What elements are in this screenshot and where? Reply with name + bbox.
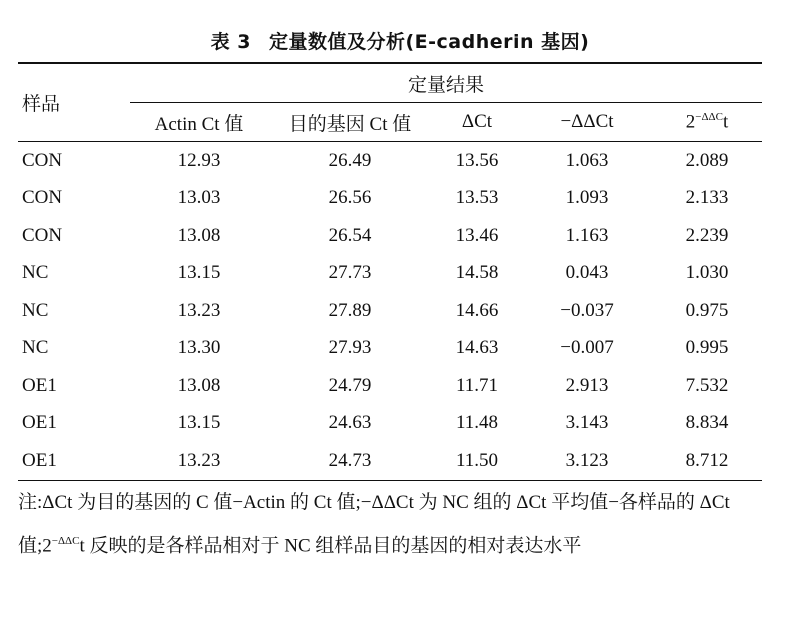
cell-fold: 1.030 [685,262,729,284]
cell-sample: OE1 [22,412,57,434]
table-row [18,330,762,368]
cell-fold: 2.133 [685,187,729,209]
table-row [18,255,762,293]
cell-dct: 13.53 [455,187,499,209]
cell-actin: 12.93 [177,149,221,171]
table-title [0,27,800,54]
cell-fold: 0.975 [685,299,729,321]
cell-sample: OE1 [22,449,57,471]
cell-fold: 8.834 [685,412,729,434]
cell-sample: CON [22,149,63,171]
sample-header: 样品 [18,63,130,142]
cell-actin: 13.08 [177,224,221,246]
cell-ddct: −0.007 [560,337,614,359]
cell-dct: 11.71 [455,374,499,396]
cell-sample: NC [22,262,49,284]
cell-dct: 11.50 [455,449,499,471]
cell-ddct: 3.143 [565,412,609,434]
col-neg-delta-delta-ct: −ΔΔCt [522,103,652,142]
table-row [18,442,762,480]
cell-ddct: 1.163 [565,224,609,246]
cell-dct: 13.46 [455,224,499,246]
table-number: 表 3 [210,31,251,53]
cell-dct: 14.66 [455,299,499,321]
table-row [18,142,762,180]
col-fold-change: $2^{-\Delta\Delta C}t$ [652,103,762,142]
cell-sample: NC [22,299,49,321]
cell-sample: CON [22,224,63,246]
table-row [18,405,762,443]
cell-actin: 13.15 [177,262,221,284]
group-header: 定量结果 [130,63,762,103]
cell-actin: 13.03 [177,187,221,209]
cell-dct: 14.58 [455,262,499,284]
cell-target: 27.89 [328,299,372,321]
cell-actin: 13.30 [177,337,221,359]
cell-fold: 2.239 [685,224,729,246]
table-row [18,367,762,405]
cell-sample: CON [22,187,63,209]
cell-actin: 13.23 [177,449,221,471]
cell-actin: 13.23 [177,299,221,321]
cell-ddct: 1.063 [565,149,609,171]
cell-fold: 0.995 [685,337,729,359]
cell-target: 26.49 [328,149,372,171]
cell-target: 24.79 [328,374,372,396]
cell-actin: 13.08 [177,374,221,396]
cell-ddct: 2.913 [565,374,609,396]
cell-target: 26.54 [328,224,372,246]
cell-ddct: 1.093 [565,187,609,209]
cell-dct: 11.48 [455,412,499,434]
table-title-text: 定量数值及分析(E-cadherin 基因) [268,31,590,53]
cell-target: 27.93 [328,337,372,359]
cell-fold: 8.712 [685,449,729,471]
col-delta-ct: ΔCt [432,103,522,142]
cell-sample: NC [22,337,49,359]
cell-dct: 14.63 [455,337,499,359]
cell-ddct: 3.123 [565,449,609,471]
table-row [18,292,762,330]
cell-ddct: −0.037 [560,299,614,321]
quantification-table [18,62,762,481]
cell-sample: OE1 [22,374,57,396]
table-row [18,180,762,218]
cell-target: 26.56 [328,187,372,209]
col-target-ct: 目的基因 Ct 值 [268,103,432,142]
cell-fold: 2.089 [685,149,729,171]
cell-fold: 7.532 [685,374,729,396]
col-actin-ct: Actin Ct 值 [130,103,268,142]
cell-ddct: 0.043 [565,262,609,284]
cell-dct: 13.56 [455,149,499,171]
table-row [18,217,762,255]
cell-actin: 13.15 [177,412,221,434]
cell-target: 24.73 [328,449,372,471]
cell-target: 24.63 [328,412,372,434]
table-body [18,142,762,481]
cell-target: 27.73 [328,262,372,284]
table-note: 注:ΔCt 为目的基因的 C 值−Actin 的 Ct 值;−ΔΔCt 为 NC 组的 ΔCt 平均值−各样品的 ΔCt 值$;2^{-\Delta\Delta C}t$ 反映的是各样品相对于 NC 组样品目的基因的相对表达水平 [18,492,730,557]
